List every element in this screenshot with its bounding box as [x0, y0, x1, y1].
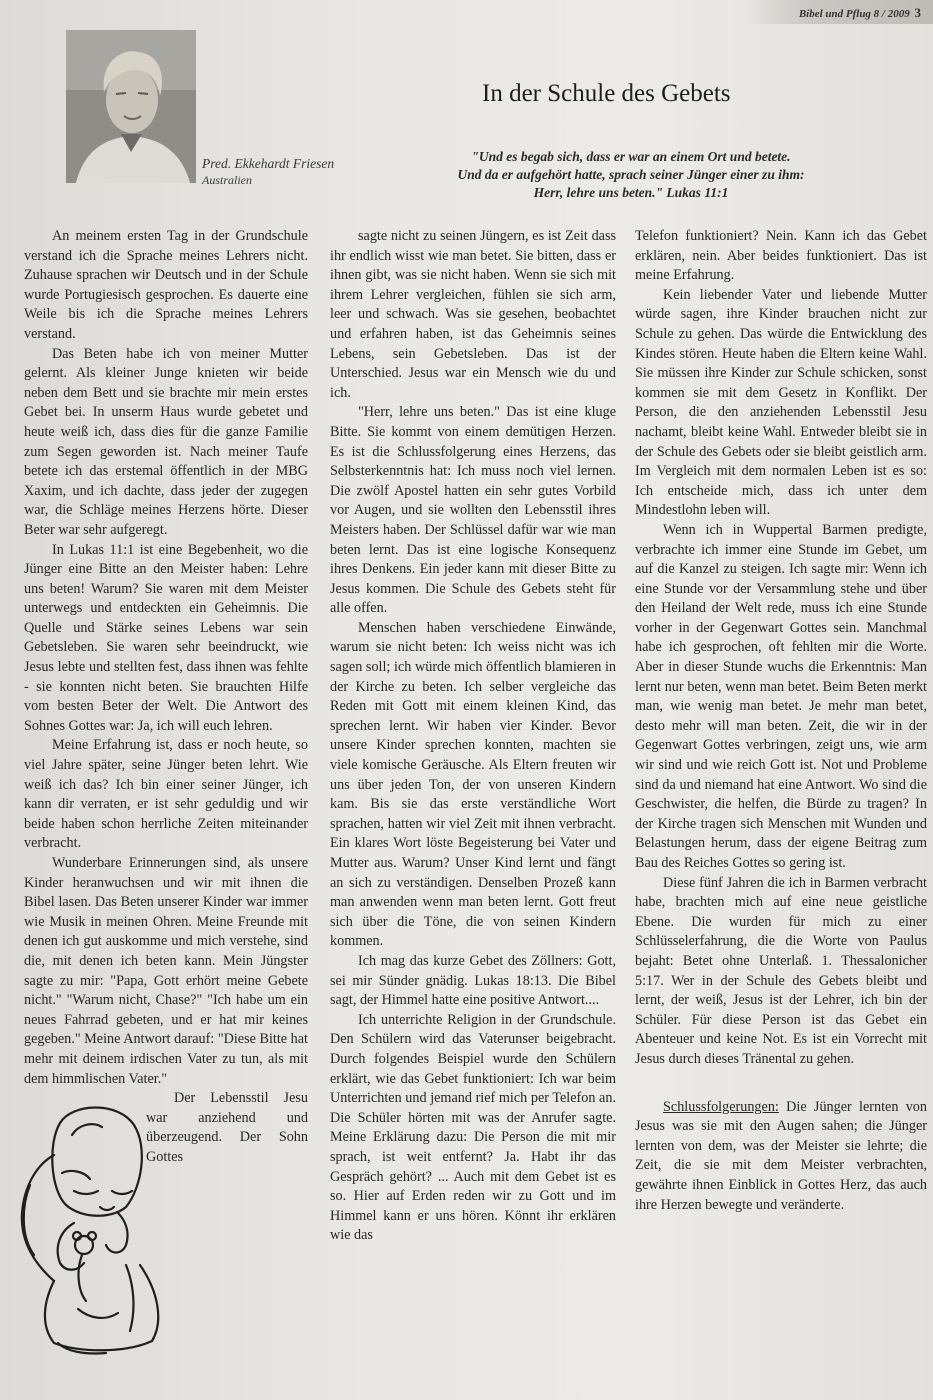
paragraph: Wenn ich in Wuppertal Barmen predigte, verbrachte ich immer eine Stunde im Gebet, um auf die Kanzel zu steigen. Ich sagte mir: Wenn ich eine Stunde vor der Versammlung stehe und über den Heiland der Welt rede, muss ich eine Stunde vorher in der Gegenwart Gottes sein. Manchmal habe ich gesprochen, oft fehlten mir die Worte. Aber in dieser Stunde wuchs die Erkenntnis: Man lernt nur beten, wenn man betet. Beim Beten merkt man, wie wenig man betet. Je mehr man betet, desto mehr will man beten. Zeit, die wir in der Gegenwart Gottes verbringen, zeigt uns, wie arm wir sind und wie reich Gott ist. Not und Probleme sind da und niemand hat eine Antwort. Wo sind die Geschwister, die helfen, die Bürde zu tragen? In der Kirche tragen sich Menschen mit Wunden und Belastungen herum, dass der eigene Beitrag zum Bau des Reiches Gottes so gering ist.	[635, 521, 927, 871]
bible-quote	[420, 148, 842, 202]
text-column-2	[330, 227, 616, 1246]
paragraph: Meine Erfahrung ist, dass er noch heute, so viel Jahre später, seine Jünger beten lehrt. Wie weiß ich das? Ich bin einer seiner Jünger, ich kann dir verraten, er ist sehr geduldig und wir beide haben schon herrliche Zeiten miteinander verbracht.	[24, 737, 308, 852]
page-number: 3	[914, 5, 921, 20]
page-header-bar	[743, 0, 933, 24]
article-title: In der Schule des Gebets	[482, 80, 731, 107]
author-photo	[66, 30, 196, 183]
paragraph: An meinem ersten Tag in der Grundschule verstand ich die Sprache meines Lehrers nicht. Zuhause sprachen wir Deutsch und in der Schule wurde Portugiesisch gesprochen. Es dauerte eine Weile bis ich die Sprache meines Lehrers verstand.	[24, 228, 308, 342]
paragraph: "Herr, lehre uns beten." Das ist eine kluge Bitte. Sie kommt von einem demütigen Herzen. Es ist die Schlussfolgerung eines Herzens, das Selbsterkenntnis hat: Ich muss noch viel lernen. Die zwölf Apostel hatten ein sehr gutes Vorbild vor Augen, und sie wollten den Lebensstil ihres Meisters haben. Der Schlüssel dafür war wie man beten lernt. Das ist eine logische Konsequenz ihres Denkens. Ein jeder kann mit dieser Bitte zu Jesus kommen. Die Schule des Gebets steht für alle offen.	[330, 404, 616, 617]
paragraph-wrap	[24, 854, 308, 1089]
paragraph: Kein liebender Vater und liebende Mutter würde sagen, ihre Kinder brauchen nicht zur Schule zu gehen. Das würde die Entwicklung des Kindes stören. Heute haben die Eltern keine Wahl. Sie müssen ihre Kinder zur Schule schicken, sonst kommen sie mit dem Gesetz in Konflikt. Der Person, die den anziehenden Lebensstil Jesu nachamt, bleibt keine Wahl. Entweder bleibt sie in der Schule des Gebets oder sie bleibt geistlich arm. Im Vergleich mit dem normalen Leben ist es so: Ich entscheide mich, dass ich unter dem Mindestlohn leben will.	[635, 286, 927, 519]
quote-line: "Und es begab sich, dass er war an einem Ort und betete.	[471, 149, 791, 164]
quote-line: Herr, lehre uns beten." Lukas 11:1	[533, 185, 729, 200]
paragraph: Menschen haben verschiedene Einwände, warum sie nicht beten: Ich weiss nicht was ich sagen soll; ich würde mich öffentlich blamieren in der Kirche zu beten. Ich selber vergleiche das Reden mit Gott mit einem kleinen Kind, das sprechen lernt. Wir haben vier Kinder. Bevor unsere Kinder sprechen konnten, machten sie viele komische Geräusche. Als Eltern freuten wir uns über jeden Ton, der von unseren Kindern kam. Bis sie das erste verständliche Wort sprachen, hatten wir viel Zeit mit ihnen verbracht. Ein klares Wort löste Begeisterung bei Vater und Mutter aus. Warum? Unser Kind lernt und fängt an sich zu verständigen. Denselben Prozeß kann man anwenden wenn man beten lernt. Gott freut sich über die Töne, die von seinen Kindern kommen.	[330, 619, 616, 950]
paragraph: Wunderbare Erinnerungen sind, als unsere Kinder heranwuchsen und wir mit ihnen die Bibel lasen. Das Beten unserer Kinder war immer wie Musik in meinen Ohren. Meine Freunde mit denen ich gut auskomme und mich verstehe, sind die, mit denen ich beten kann. Mein Jüngster sagte zu mir: "Papa, Gott erhört meine Gebete nicht." "Warum nicht, Chase?" "Ich habe um ein neues Fahrrad gebeten, und er hat mir keines gegeben." Meine Antwort darauf: "Diese Bitte hat mehr mit deinem irdischen Vater zu tun, als mit dem himmlischen Vater."	[24, 855, 308, 1087]
author-country: Australien	[202, 173, 252, 187]
praying-girl-illustration	[14, 1095, 164, 1357]
text-column-3	[635, 227, 927, 1215]
running-header	[799, 5, 921, 21]
paragraph: Diese fünf Jahren die ich in Barmen verbracht habe, brachten mich auf eine neue geistliche Ebene. Die wurden für mich zu einer Schlüsselerfahrung, die die Worte von Paulus bejaht: Betet ohne Unterlaß. 1. Thessalonicher 5:17. Wer in der Schule des Gebets bleibt und lernt, der weiß, Jesus ist der Lehrer, ich bin der Schüler. Für diese Person ist das Gebet ein Abenteuer und keine Not. Es ist ein Vorrecht mit Jesus durch dieses Tränental zu gehen.	[635, 874, 927, 1067]
paragraph: Ich mag das kurze Gebet des Zöllners: Gott, sei mir Sünder gnädig. Lukas 18:13. Die Bibel sagt, der Himmel hatte eine positive Antwort....	[330, 952, 616, 1009]
conclusions-text: Die Jünger lernten von Jesus was sie mit den Augen sahen; die Jünger lernten von dem, was der Meister sie lehrte; die Zeit, die sie mit dem Meister verbrachten, gewährte ihnen Einblick in Gottes Herz, das auch ihre Herzen bewegte und veränderte.	[635, 1098, 927, 1213]
quote-line: Und da er aufgehört hatte, sprach seiner Jünger einer zu ihm:	[457, 167, 805, 182]
paragraph: In Lukas 11:1 ist eine Begebenheit, wo die Jünger eine Bitte an den Meister haben: Lehre uns beten! Warum? Sie waren mit dem Meister unterwegs und entdeckten ein Geheimnis. Die Quelle und Stärke seines Lebens war sein Gebetsleben. Sie waren sehr beeindruckt, wie Jesus lebte und stellten fest, dass ihnen was fehlte - sie konnten nicht beten. Sie brauchten Hilfe vom besten Beter der Welt. Die Antwort des Sohnes Gottes war: Ja, ich will euch lehren.	[24, 541, 308, 734]
paragraph	[635, 1098, 927, 1216]
paragraph: Ich unterrichte Religion in der Grundschule. Den Schülern wird das Vaterunser beigebracht. Durch folgendes Beispiel wurde den Schülern erklärt, wie das Gebet funktioniert: Ich war beim Unterrichten und jemand rief mich per Telefon an. Die Schüler hörten mit was der Anrufer sagte. Meine Erklärung dazu: Die Person die mit mir sprach, ist weit entfernt? Ja. Habt ihr das Gespräch gehört? ... Auch mit dem Gebet ist es so. Hier auf Erden reden wir zu Gott und im Himmel kann er uns hören. Könnt ihr erklären wie das	[330, 1011, 616, 1244]
paragraph: Der Lebensstil Jesu war anziehend und überzeugend. Der Sohn Gottes	[146, 1090, 308, 1165]
author-name: Pred. Ekkehardt Friesen	[202, 156, 335, 171]
paragraph: Telefon funktioniert? Nein. Kann ich das Gebet erklären, nein. Aber beides funktioniert. Das ist meine Erfahrung.	[635, 228, 927, 284]
author-byline	[202, 156, 334, 188]
publication-name: Bibel und Pflug 8 / 2009	[798, 8, 910, 20]
paragraph: Das Beten habe ich von meiner Mutter gelernt. Als kleiner Junge knieten wir beide neben dem Bett und sie brachte mir mein erstes Gebet bei. In unserm Haus wurde gebetet und heute weiß ich, dass dies für die ganze Familie zum Segen geworden ist. Nach meiner Taufe betete ich das erstemal öffentlich in der MBG Xaxim, und ich dachte, dass jeder der zugegen war, die Schläge meines Herzens hörte. Dieser Beter war sehr aufgeregt.	[24, 345, 308, 538]
conclusions-heading: Schlussfolgerungen:	[663, 1098, 779, 1115]
paragraph: sagte nicht zu seinen Jüngern, es ist Zeit dass ihr endlich wisst wie man betet. Sie bitten, dass er ihnen gibt, was sie nicht haben. Wenn sie sich mit ihrem Lehrer vergleichen, fühlen sie sich arm, leer und schwach. Was sie gesehen, beobachtet und erfahren haben, ist das Geheimnis seines Lebens, sein Gebetsleben. Das ist der Unterschied. Jesus war ein Mensch wie du und ich.	[330, 228, 616, 401]
